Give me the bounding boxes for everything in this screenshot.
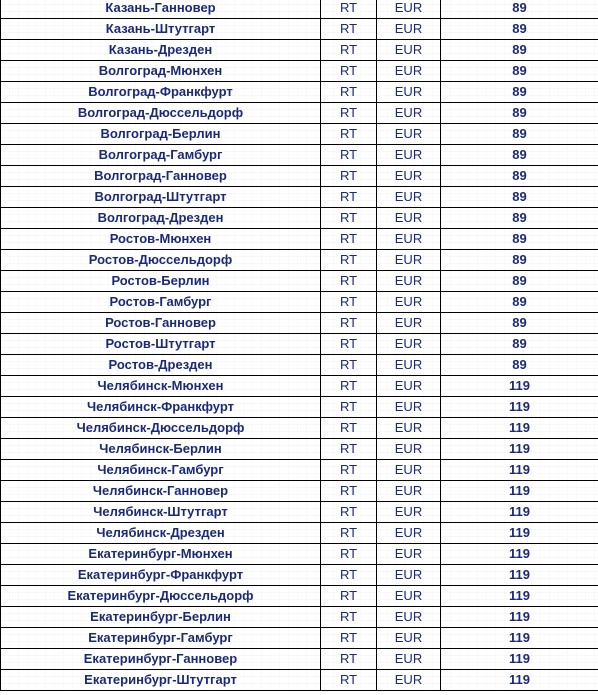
price-cell: 119 xyxy=(441,460,598,481)
route-cell: Челябинск-Мюнхен xyxy=(1,376,321,397)
route-cell: Казань-Ганновер xyxy=(1,0,321,19)
route-cell: Волгоград-Штутгарт xyxy=(1,187,321,208)
table-row xyxy=(1,103,598,124)
fare-type-cell: RT xyxy=(321,271,377,292)
fare-type-cell: RT xyxy=(321,334,377,355)
route-cell: Екатеринбург-Берлин xyxy=(1,607,321,628)
price-cell: 89 xyxy=(441,187,598,208)
currency-cell: EUR xyxy=(377,40,441,61)
fare-type-cell: RT xyxy=(321,208,377,229)
price-cell: 119 xyxy=(441,565,598,586)
route-cell: Волгоград-Гамбург xyxy=(1,145,321,166)
price-cell: 119 xyxy=(441,670,598,691)
fare-type-cell: RT xyxy=(321,439,377,460)
table-row xyxy=(1,40,598,61)
route-cell: Волгоград-Дюссельдорф xyxy=(1,103,321,124)
table-row xyxy=(1,313,598,334)
currency-cell: EUR xyxy=(377,145,441,166)
route-cell: Екатеринбург-Франкфурт xyxy=(1,565,321,586)
table-row xyxy=(1,397,598,418)
price-cell: 119 xyxy=(441,418,598,439)
currency-cell: EUR xyxy=(377,460,441,481)
fare-type-cell: RT xyxy=(321,460,377,481)
table-row xyxy=(1,649,598,670)
table-row xyxy=(1,124,598,145)
price-cell: 119 xyxy=(441,628,598,649)
fare-type-cell: RT xyxy=(321,502,377,523)
table-row xyxy=(1,376,598,397)
currency-cell: EUR xyxy=(377,292,441,313)
price-cell: 119 xyxy=(441,397,598,418)
price-cell: 89 xyxy=(441,313,598,334)
price-cell: 119 xyxy=(441,544,598,565)
route-cell: Волгоград-Мюнхен xyxy=(1,61,321,82)
route-cell: Челябинск-Дрезден xyxy=(1,523,321,544)
fare-type-cell: RT xyxy=(321,607,377,628)
currency-cell: EUR xyxy=(377,565,441,586)
currency-cell: EUR xyxy=(377,334,441,355)
price-cell: 89 xyxy=(441,19,598,40)
currency-cell: EUR xyxy=(377,313,441,334)
fare-type-cell: RT xyxy=(321,145,377,166)
fare-type-cell: RT xyxy=(321,229,377,250)
table-row xyxy=(1,19,598,40)
table-row xyxy=(1,481,598,502)
fare-type-cell: RT xyxy=(321,355,377,376)
route-cell: Ростов-Берлин xyxy=(1,271,321,292)
route-cell: Екатеринбург-Гамбург xyxy=(1,628,321,649)
route-cell: Челябинск-Берлин xyxy=(1,439,321,460)
fare-type-cell: RT xyxy=(321,523,377,544)
price-cell: 89 xyxy=(441,0,598,19)
currency-cell: EUR xyxy=(377,271,441,292)
price-cell: 119 xyxy=(441,502,598,523)
price-cell: 89 xyxy=(441,229,598,250)
table-row xyxy=(1,61,598,82)
price-cell: 119 xyxy=(441,649,598,670)
fare-type-cell: RT xyxy=(321,418,377,439)
currency-cell: EUR xyxy=(377,649,441,670)
currency-cell: EUR xyxy=(377,502,441,523)
route-cell: Челябинск-Дюссельдорф xyxy=(1,418,321,439)
price-cell: 89 xyxy=(441,82,598,103)
price-cell: 119 xyxy=(441,586,598,607)
route-cell: Волгоград-Ганновер xyxy=(1,166,321,187)
fare-type-cell: RT xyxy=(321,544,377,565)
currency-cell: EUR xyxy=(377,82,441,103)
currency-cell: EUR xyxy=(377,355,441,376)
table-row xyxy=(1,607,598,628)
currency-cell: EUR xyxy=(377,544,441,565)
table-row xyxy=(1,439,598,460)
route-cell: Ростов-Дрезден xyxy=(1,355,321,376)
price-cell: 89 xyxy=(441,61,598,82)
route-cell: Ростов-Ганновер xyxy=(1,313,321,334)
price-cell: 119 xyxy=(441,439,598,460)
currency-cell: EUR xyxy=(377,418,441,439)
table-row xyxy=(1,586,598,607)
currency-cell: EUR xyxy=(377,481,441,502)
fare-type-cell: RT xyxy=(321,376,377,397)
route-cell: Волгоград-Франкфурт xyxy=(1,82,321,103)
currency-cell: EUR xyxy=(377,166,441,187)
table-row xyxy=(1,355,598,376)
fare-type-cell: RT xyxy=(321,166,377,187)
currency-cell: EUR xyxy=(377,103,441,124)
currency-cell: EUR xyxy=(377,523,441,544)
fare-type-cell: RT xyxy=(321,0,377,19)
fare-type-cell: RT xyxy=(321,292,377,313)
currency-cell: EUR xyxy=(377,0,441,19)
route-cell: Ростов-Гамбург xyxy=(1,292,321,313)
fare-type-cell: RT xyxy=(321,103,377,124)
route-cell: Ростов-Штутгарт xyxy=(1,334,321,355)
route-cell: Екатеринбург-Ганновер xyxy=(1,649,321,670)
table-row xyxy=(1,0,598,19)
tariff-table-body xyxy=(1,0,598,691)
table-row xyxy=(1,628,598,649)
price-cell: 89 xyxy=(441,103,598,124)
route-cell: Казань-Дрезден xyxy=(1,40,321,61)
table-row xyxy=(1,502,598,523)
fare-type-cell: RT xyxy=(321,649,377,670)
fare-type-cell: RT xyxy=(321,250,377,271)
currency-cell: EUR xyxy=(377,61,441,82)
price-cell: 89 xyxy=(441,355,598,376)
price-cell: 119 xyxy=(441,607,598,628)
price-cell: 89 xyxy=(441,271,598,292)
route-cell: Волгоград-Берлин xyxy=(1,124,321,145)
fare-type-cell: RT xyxy=(321,565,377,586)
table-row xyxy=(1,208,598,229)
table-row xyxy=(1,250,598,271)
price-cell: 119 xyxy=(441,481,598,502)
fare-type-cell: RT xyxy=(321,61,377,82)
fare-type-cell: RT xyxy=(321,313,377,334)
route-cell: Екатеринбург-Мюнхен xyxy=(1,544,321,565)
route-cell: Казань-Штутгарт xyxy=(1,19,321,40)
fare-type-cell: RT xyxy=(321,670,377,691)
table-row xyxy=(1,82,598,103)
currency-cell: EUR xyxy=(377,187,441,208)
table-row xyxy=(1,166,598,187)
route-cell: Челябинск-Франкфурт xyxy=(1,397,321,418)
currency-cell: EUR xyxy=(377,586,441,607)
table-row xyxy=(1,292,598,313)
table-row xyxy=(1,523,598,544)
currency-cell: EUR xyxy=(377,124,441,145)
route-cell: Ростов-Мюнхен xyxy=(1,229,321,250)
table-row xyxy=(1,229,598,250)
price-cell: 119 xyxy=(441,523,598,544)
table-row xyxy=(1,670,598,691)
price-cell: 89 xyxy=(441,166,598,187)
table-row xyxy=(1,145,598,166)
price-cell: 89 xyxy=(441,208,598,229)
currency-cell: EUR xyxy=(377,439,441,460)
fare-type-cell: RT xyxy=(321,124,377,145)
price-cell: 89 xyxy=(441,250,598,271)
currency-cell: EUR xyxy=(377,670,441,691)
table-row xyxy=(1,271,598,292)
currency-cell: EUR xyxy=(377,229,441,250)
route-cell: Екатеринбург-Штутгарт xyxy=(1,670,321,691)
currency-cell: EUR xyxy=(377,397,441,418)
table-row xyxy=(1,418,598,439)
price-cell: 89 xyxy=(441,334,598,355)
route-cell: Екатеринбург-Дюссельдорф xyxy=(1,586,321,607)
fare-type-cell: RT xyxy=(321,82,377,103)
route-cell: Волгоград-Дрезден xyxy=(1,208,321,229)
fare-type-cell: RT xyxy=(321,628,377,649)
route-cell: Челябинск-Ганновер xyxy=(1,481,321,502)
table-row xyxy=(1,187,598,208)
fare-type-cell: RT xyxy=(321,187,377,208)
route-cell: Ростов-Дюссельдорф xyxy=(1,250,321,271)
fare-type-cell: RT xyxy=(321,586,377,607)
fare-type-cell: RT xyxy=(321,40,377,61)
table-row xyxy=(1,460,598,481)
currency-cell: EUR xyxy=(377,628,441,649)
route-cell: Челябинск-Гамбург xyxy=(1,460,321,481)
currency-cell: EUR xyxy=(377,376,441,397)
price-cell: 89 xyxy=(441,145,598,166)
price-cell: 89 xyxy=(441,40,598,61)
price-cell: 89 xyxy=(441,124,598,145)
fare-type-cell: RT xyxy=(321,19,377,40)
currency-cell: EUR xyxy=(377,607,441,628)
route-cell: Челябинск-Штутгарт xyxy=(1,502,321,523)
currency-cell: EUR xyxy=(377,208,441,229)
table-row xyxy=(1,334,598,355)
price-cell: 89 xyxy=(441,292,598,313)
table-row xyxy=(1,544,598,565)
fare-type-cell: RT xyxy=(321,397,377,418)
currency-cell: EUR xyxy=(377,19,441,40)
table-row xyxy=(1,565,598,586)
currency-cell: EUR xyxy=(377,250,441,271)
fare-type-cell: RT xyxy=(321,481,377,502)
price-cell: 119 xyxy=(441,376,598,397)
